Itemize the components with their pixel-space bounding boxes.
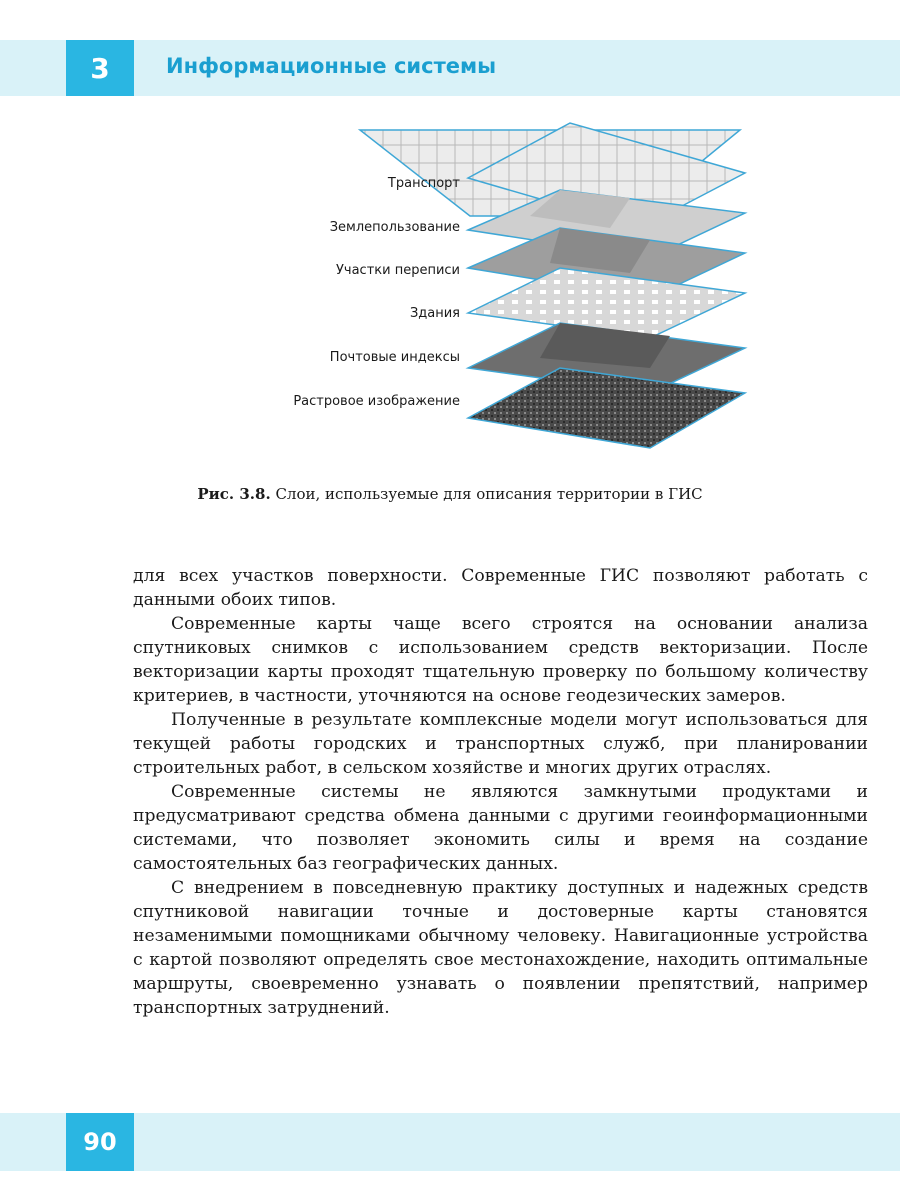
layer-label-census: Участки переписи: [335, 263, 460, 278]
paragraph: для всех участков поверхности. Современные ГИС позволяют работать с данными обоих типов.: [133, 566, 868, 610]
caption-text: Слои, используемые для описания территории в ГИС: [270, 485, 703, 503]
layer-label-landuse: Землепользование: [329, 220, 460, 235]
body-text: [133, 564, 868, 1020]
layers-illustration: [230, 118, 790, 478]
paragraph: Современные карты чаще всего строятся на основании анализа спутниковых снимков с использованием средств векторизации. После векторизации карты проходят тщательную проверку по большому количеству критериев, в частности, уточняются на основе геодезических замеров.: [133, 614, 868, 706]
caption-label: Рис. 3.8.: [197, 485, 271, 503]
layer-label-transport: Транспорт: [387, 176, 460, 191]
gis-layers-figure: [230, 118, 790, 478]
figure-caption: [0, 485, 900, 503]
layer-label-buildings: Здания: [409, 306, 460, 321]
chapter-title: Информационные системы: [166, 54, 497, 78]
layer-label-raster: Растровое изображение: [293, 394, 460, 409]
paragraph: С внедрением в повседневную практику доступных и надежных средств спутниковой навигации точные и достоверные карты становятся незаменимыми помощниками обычному человеку. Навигационные устройства с картой позволяют определять свое местонахождение, находить оптимальные маршруты, своевременно узнавать о появлении препятствий, например транспортных затруднений.: [133, 878, 868, 1018]
paragraph: Полученные в результате комплексные модели могут использоваться для текущей работы городских и транспортных служб, при планировании строительных работ, в сельском хозяйстве и многих других отраслях.: [133, 710, 868, 778]
paragraph: Современные системы не являются замкнутыми продуктами и предусматривают средства обмена данными с другими геоинформационными системами, что позволяет экономить силы и время на создание самостоятельных баз географических данных.: [133, 782, 868, 874]
layer-raster: [468, 368, 745, 448]
chapter-number: 3: [66, 40, 134, 96]
layer-buildings: [468, 268, 745, 338]
page-number: 90: [66, 1113, 134, 1171]
layer-label-postal: Почтовые индексы: [329, 350, 460, 365]
footer-band: [0, 1113, 900, 1171]
